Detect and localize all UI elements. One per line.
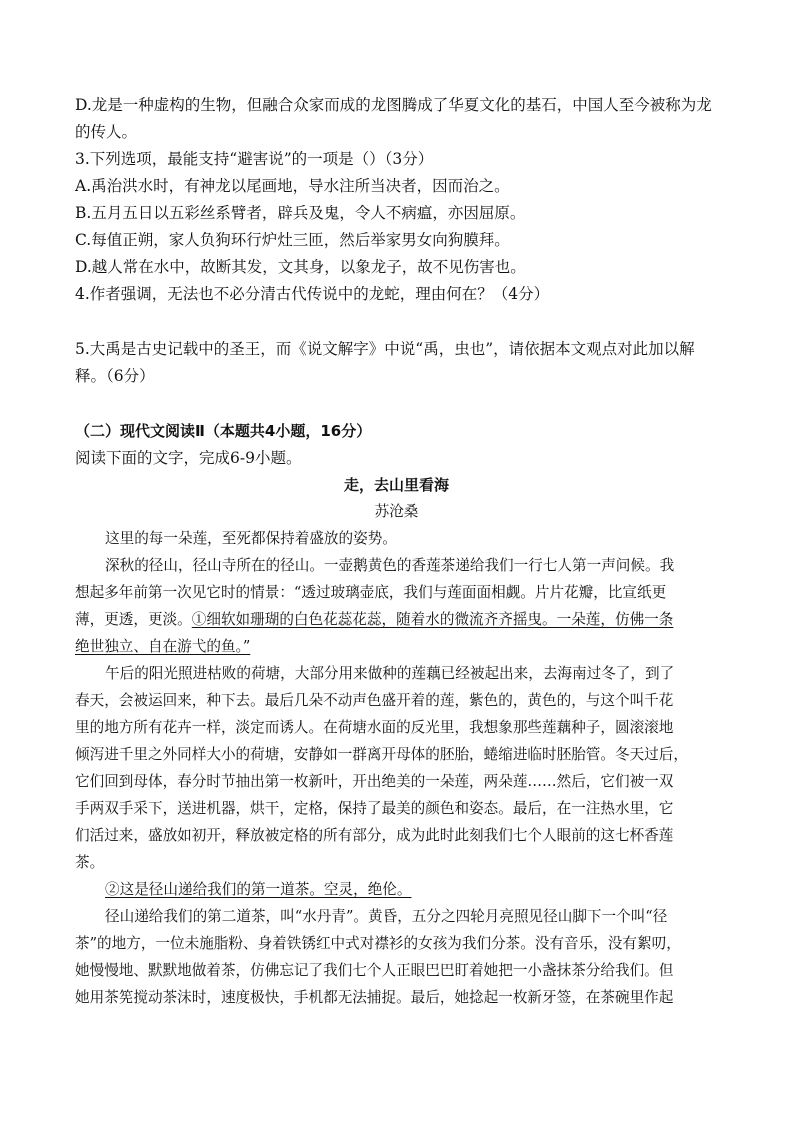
paragraph-5-line-1: 径山递给我们的第二道茶，叫“水丹青”。黄昏，五分之四轮月亮照见径山脚下一个叫“径	[105, 908, 668, 925]
article-title: 走，去山里看海	[343, 476, 449, 494]
paragraph-3-line-3: 里的地方所有花卉一样，淡定而诱人。在荷塘水面的反光里，我想象那些莲藕种子，圆滚滚地	[75, 719, 674, 736]
paragraph-5-line-2: 茶”的地方，一位未施脂粉、身着铁锈红中式对襟衫的女孩为我们分茶。没有音乐，没有絮叨，	[75, 935, 681, 952]
question-3-option-c: C.每值正朔，家人负狗环行炉灶三匝，然后举家男女向狗膜拜。	[75, 231, 510, 249]
option-d-line-1: D.龙是一种虚构的生物，但融合众家而成的龙图腾成了华夏文化的基石，中国人至今被称为龙	[75, 96, 712, 114]
paragraph-2-line-3	[75, 608, 673, 632]
question-5-line-2: 释。（6分）	[75, 367, 155, 385]
paragraph-3-line-4: 倾泻进千里之外同样大小的荷塘，安静如一群离开母体的胚胎，蜷缩进临时胚胎管。冬天过后，	[75, 746, 688, 763]
option-d-line-2: 的传人。	[75, 123, 138, 141]
paragraph-3-line-5: 它们回到母体，春分时节抽出第一枚新叶，开出绝美的一朵莲，两朵莲……然后，它们被一双	[75, 773, 674, 790]
paragraph-5-line-3: 她慢慢地、默默地做着茶，仿佛忘记了我们七个人正眼巴巴盯着她把一小盏抹茶分给我们。但	[75, 962, 674, 979]
paragraph-2-line-1: 深秋的径山，径山寺所在的径山。一壶鹅黄色的香莲茶递给我们一行七人第一声问候。我	[105, 557, 675, 574]
paragraph-2-line-3-plain: 薄，更透，更淡。	[75, 611, 192, 628]
paragraph-1: 这里的每一朵莲，至死都保持着盛放的姿势。	[105, 530, 397, 547]
section-instruction: 阅读下面的文字，完成6-9小题。	[75, 449, 302, 467]
question-3-option-a: A.禹治洪水时，有神龙以尾画地，导水注所当决者，因而治之。	[75, 177, 510, 195]
question-3-option-d: D.越人常在水中，故断其发，文其身，以象龙子，故不见伤害也。	[75, 258, 526, 276]
paragraph-5-line-4: 她用茶筅搅动茶沫时，速度极快，手机都无法捕捉。最后，她捻起一枚新牙签，在茶碗里作起	[75, 989, 674, 1006]
paragraph-2-line-4: 绝世独立、自在游弋的鱼。”	[75, 638, 251, 655]
underlined-sentence-1: ①细软如珊瑚的白色花蕊花蕊，随着水的微流齐齐摇曳。一朵莲，仿佛一条	[191, 611, 674, 628]
paragraph-3-line-6: 手两双手采下，送进机器，烘干，定格，保持了最美的颜色和姿态。最后，在一注热水里，它	[75, 800, 674, 817]
question-5-line-1: 5.大禹是古史记载中的圣王，而《说文解字》中说“禹，虫也”，请依据本文观点对此加以解	[75, 340, 695, 358]
section-heading: （二）现代文阅读Ⅱ（本题共4小题，16分）	[75, 422, 372, 440]
paragraph-2-line-2: 想起多年前第一次见它时的情景：“透过玻璃壶底，我们与莲面面相觑。片片花瓣，比宣纸更	[75, 584, 667, 601]
question-3-stem: 3.下列选项，最能支持“避害说”的一项是（）（3分）	[75, 150, 434, 168]
article-author: 苏沧桑	[374, 503, 419, 520]
paragraph-3-line-7: 们活过来，盛放如初开，释放被定格的所有部分，成为此时此刻我们七个人眼前的这七杯香莲	[75, 827, 674, 844]
paragraph-3-line-8: 茶。	[75, 854, 105, 871]
question-3-option-b: B.五月五日以五彩丝系臂者，辟兵及鬼，令人不病瘟，亦因屈原。	[75, 204, 526, 222]
paragraph-3-line-2: 春天，会被运回来，种下去。最后几朵不动声色盛开着的莲，紫色的，黄色的，与这个叫千花	[75, 692, 674, 709]
underlined-sentence-2: ②这是径山递给我们的第一道茶。空灵，绝伦。	[105, 881, 412, 898]
paragraph-3-line-1: 午后的阳光照进枯败的荷塘，大部分用来做种的莲藕已经被起出来，去海南过冬了，到了	[105, 665, 675, 682]
question-4: 4.作者强调，无法也不必分清古代传说中的龙蛇，理由何在？（4分）	[75, 285, 550, 303]
